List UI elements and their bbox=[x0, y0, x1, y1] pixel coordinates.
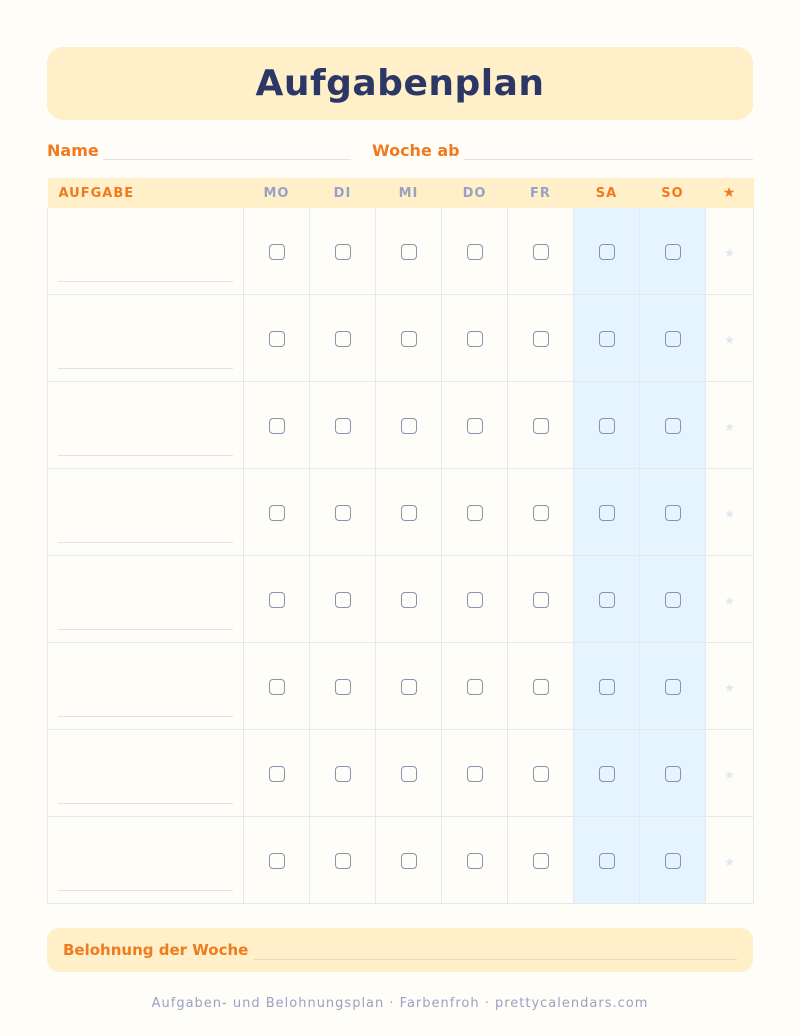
checkbox[interactable] bbox=[533, 679, 549, 695]
task-write-line bbox=[58, 890, 233, 891]
day-cell-di bbox=[310, 469, 376, 556]
day-cell-fr bbox=[508, 556, 574, 643]
header-row bbox=[48, 178, 754, 208]
week-field bbox=[372, 138, 753, 160]
task-name-cell[interactable] bbox=[48, 817, 244, 904]
checkbox[interactable] bbox=[533, 331, 549, 347]
checkbox[interactable] bbox=[599, 418, 615, 434]
checkbox[interactable] bbox=[335, 592, 351, 608]
task-write-line bbox=[58, 803, 233, 804]
checkbox[interactable] bbox=[599, 331, 615, 347]
day-cell-so bbox=[640, 382, 706, 469]
day-cell-do bbox=[442, 208, 508, 295]
day-cell-fr bbox=[508, 469, 574, 556]
checkbox[interactable] bbox=[401, 331, 417, 347]
star-cell[interactable] bbox=[706, 556, 754, 643]
day-cell-do bbox=[442, 295, 508, 382]
day-cell-do bbox=[442, 817, 508, 904]
day-cell-mo bbox=[244, 556, 310, 643]
star-cell[interactable] bbox=[706, 469, 754, 556]
day-cell-di bbox=[310, 730, 376, 817]
reward-box bbox=[47, 928, 753, 972]
task-write-line bbox=[58, 368, 233, 369]
checkbox[interactable] bbox=[335, 853, 351, 869]
day-header-mo: MO bbox=[244, 178, 310, 208]
day-cell-fr bbox=[508, 730, 574, 817]
checkbox[interactable] bbox=[467, 592, 483, 608]
checkbox[interactable] bbox=[467, 505, 483, 521]
task-name-cell[interactable] bbox=[48, 643, 244, 730]
day-cell-di bbox=[310, 643, 376, 730]
checkbox[interactable] bbox=[401, 679, 417, 695]
day-cell-di bbox=[310, 295, 376, 382]
day-cell-mo bbox=[244, 730, 310, 817]
task-name-cell[interactable] bbox=[48, 208, 244, 295]
star-icon: ★ bbox=[724, 419, 735, 434]
footer-text: Aufgaben- und Belohnungsplan · Farbenfroh · prettycalendars.com bbox=[151, 996, 649, 1011]
task-write-line bbox=[58, 716, 233, 717]
task-row bbox=[48, 295, 754, 382]
reward-input-line[interactable] bbox=[254, 941, 737, 960]
day-header-so: SO bbox=[640, 178, 706, 208]
day-cell-fr bbox=[508, 208, 574, 295]
checkbox[interactable] bbox=[335, 418, 351, 434]
checkbox[interactable] bbox=[533, 244, 549, 260]
day-cell-so bbox=[640, 643, 706, 730]
day-cell-so bbox=[640, 469, 706, 556]
checkbox[interactable] bbox=[665, 418, 681, 434]
day-header-di: DI bbox=[310, 178, 376, 208]
star-column-header: ★ bbox=[706, 178, 754, 208]
task-name-cell[interactable] bbox=[48, 469, 244, 556]
header-fields bbox=[47, 138, 753, 160]
checkbox[interactable] bbox=[665, 766, 681, 782]
name-input-line[interactable] bbox=[103, 141, 351, 160]
star-icon: ★ bbox=[724, 854, 735, 869]
day-cell-do bbox=[442, 730, 508, 817]
checkbox[interactable] bbox=[467, 679, 483, 695]
task-write-line bbox=[58, 542, 233, 543]
day-cell-mi bbox=[376, 295, 442, 382]
checkbox[interactable] bbox=[599, 244, 615, 260]
day-cell-fr bbox=[508, 643, 574, 730]
day-header-do: DO bbox=[442, 178, 508, 208]
page-title: Aufgabenplan bbox=[255, 63, 545, 104]
checkbox[interactable] bbox=[533, 505, 549, 521]
checkbox[interactable] bbox=[467, 331, 483, 347]
day-cell-mo bbox=[244, 382, 310, 469]
checkbox[interactable] bbox=[533, 592, 549, 608]
day-cell-mi bbox=[376, 730, 442, 817]
task-write-line bbox=[58, 455, 233, 456]
checkbox[interactable] bbox=[467, 244, 483, 260]
task-grid bbox=[47, 178, 754, 904]
checkbox[interactable] bbox=[599, 679, 615, 695]
day-cell-fr bbox=[508, 295, 574, 382]
checkbox[interactable] bbox=[533, 766, 549, 782]
day-cell-so bbox=[640, 730, 706, 817]
day-cell-mi bbox=[376, 382, 442, 469]
star-cell[interactable] bbox=[706, 730, 754, 817]
checkbox[interactable] bbox=[665, 853, 681, 869]
day-cell-di bbox=[310, 208, 376, 295]
grid-body bbox=[48, 208, 754, 904]
star-icon: ★ bbox=[724, 245, 735, 260]
checkbox[interactable] bbox=[335, 766, 351, 782]
week-input-line[interactable] bbox=[464, 141, 753, 160]
star-icon: ★ bbox=[724, 680, 735, 695]
day-cell-do bbox=[442, 556, 508, 643]
day-cell-do bbox=[442, 469, 508, 556]
title-banner bbox=[47, 47, 753, 120]
task-name-cell[interactable] bbox=[48, 382, 244, 469]
task-row bbox=[48, 817, 754, 904]
day-cell-sa bbox=[574, 643, 640, 730]
checkbox[interactable] bbox=[335, 244, 351, 260]
day-cell-so bbox=[640, 556, 706, 643]
checkbox[interactable] bbox=[665, 505, 681, 521]
day-cell-sa bbox=[574, 295, 640, 382]
day-cell-mo bbox=[244, 295, 310, 382]
checkbox[interactable] bbox=[335, 679, 351, 695]
day-cell-sa bbox=[574, 469, 640, 556]
star-cell[interactable] bbox=[706, 208, 754, 295]
checkbox[interactable] bbox=[467, 766, 483, 782]
day-cell-mi bbox=[376, 556, 442, 643]
day-cell-mo bbox=[244, 643, 310, 730]
checkbox[interactable] bbox=[269, 418, 285, 434]
name-label: Name bbox=[47, 141, 99, 160]
task-write-line bbox=[58, 629, 233, 630]
day-header-sa: SA bbox=[574, 178, 640, 208]
day-cell-mi bbox=[376, 469, 442, 556]
day-cell-mo bbox=[244, 469, 310, 556]
task-row bbox=[48, 730, 754, 817]
day-cell-fr bbox=[508, 817, 574, 904]
checkbox[interactable] bbox=[599, 766, 615, 782]
star-cell[interactable] bbox=[706, 643, 754, 730]
day-cell-di bbox=[310, 817, 376, 904]
checkbox[interactable] bbox=[599, 505, 615, 521]
checkbox[interactable] bbox=[401, 592, 417, 608]
checkbox[interactable] bbox=[401, 766, 417, 782]
day-cell-sa bbox=[574, 730, 640, 817]
task-column-header: AUFGABE bbox=[48, 178, 244, 208]
day-cell-so bbox=[640, 817, 706, 904]
day-cell-mi bbox=[376, 817, 442, 904]
star-icon: ★ bbox=[724, 506, 735, 521]
checkbox[interactable] bbox=[665, 679, 681, 695]
task-row bbox=[48, 556, 754, 643]
checkbox[interactable] bbox=[401, 853, 417, 869]
day-cell-mi bbox=[376, 208, 442, 295]
star-icon: ★ bbox=[724, 767, 735, 782]
checkbox[interactable] bbox=[335, 505, 351, 521]
task-name-cell[interactable] bbox=[48, 295, 244, 382]
day-cell-di bbox=[310, 556, 376, 643]
day-cell-do bbox=[442, 643, 508, 730]
checkbox[interactable] bbox=[269, 679, 285, 695]
checkbox[interactable] bbox=[269, 244, 285, 260]
day-cell-mi bbox=[376, 643, 442, 730]
day-cell-sa bbox=[574, 556, 640, 643]
checkbox[interactable] bbox=[269, 505, 285, 521]
day-cell-mo bbox=[244, 208, 310, 295]
day-cell-sa bbox=[574, 208, 640, 295]
checkbox[interactable] bbox=[401, 418, 417, 434]
checkbox[interactable] bbox=[269, 592, 285, 608]
task-row bbox=[48, 382, 754, 469]
checkbox[interactable] bbox=[335, 331, 351, 347]
day-header-fr: FR bbox=[508, 178, 574, 208]
day-header-mi: MI bbox=[376, 178, 442, 208]
checkbox[interactable] bbox=[269, 331, 285, 347]
task-name-cell[interactable] bbox=[48, 730, 244, 817]
reward-label: Belohnung der Woche bbox=[63, 941, 249, 959]
star-cell[interactable] bbox=[706, 295, 754, 382]
day-cell-sa bbox=[574, 382, 640, 469]
task-name-cell[interactable] bbox=[48, 556, 244, 643]
day-cell-so bbox=[640, 208, 706, 295]
checkbox[interactable] bbox=[665, 592, 681, 608]
task-row bbox=[48, 469, 754, 556]
day-cell-so bbox=[640, 295, 706, 382]
checkbox[interactable] bbox=[665, 244, 681, 260]
task-row bbox=[48, 208, 754, 295]
checkbox[interactable] bbox=[599, 853, 615, 869]
day-cell-mo bbox=[244, 817, 310, 904]
checkbox[interactable] bbox=[401, 244, 417, 260]
star-cell[interactable] bbox=[706, 382, 754, 469]
checkbox[interactable] bbox=[533, 418, 549, 434]
week-label: Woche ab bbox=[372, 141, 460, 160]
name-field bbox=[47, 138, 351, 160]
checkbox[interactable] bbox=[467, 853, 483, 869]
task-row bbox=[48, 643, 754, 730]
checkbox[interactable] bbox=[269, 766, 285, 782]
checkbox[interactable] bbox=[533, 853, 549, 869]
day-cell-fr bbox=[508, 382, 574, 469]
day-cell-do bbox=[442, 382, 508, 469]
checkbox[interactable] bbox=[467, 418, 483, 434]
checkbox[interactable] bbox=[599, 592, 615, 608]
checkbox[interactable] bbox=[665, 331, 681, 347]
star-icon: ★ bbox=[724, 332, 735, 347]
task-write-line bbox=[58, 281, 233, 282]
day-cell-sa bbox=[574, 817, 640, 904]
day-cell-di bbox=[310, 382, 376, 469]
star-icon: ★ bbox=[724, 593, 735, 608]
checkbox[interactable] bbox=[269, 853, 285, 869]
checkbox[interactable] bbox=[401, 505, 417, 521]
star-cell[interactable] bbox=[706, 817, 754, 904]
